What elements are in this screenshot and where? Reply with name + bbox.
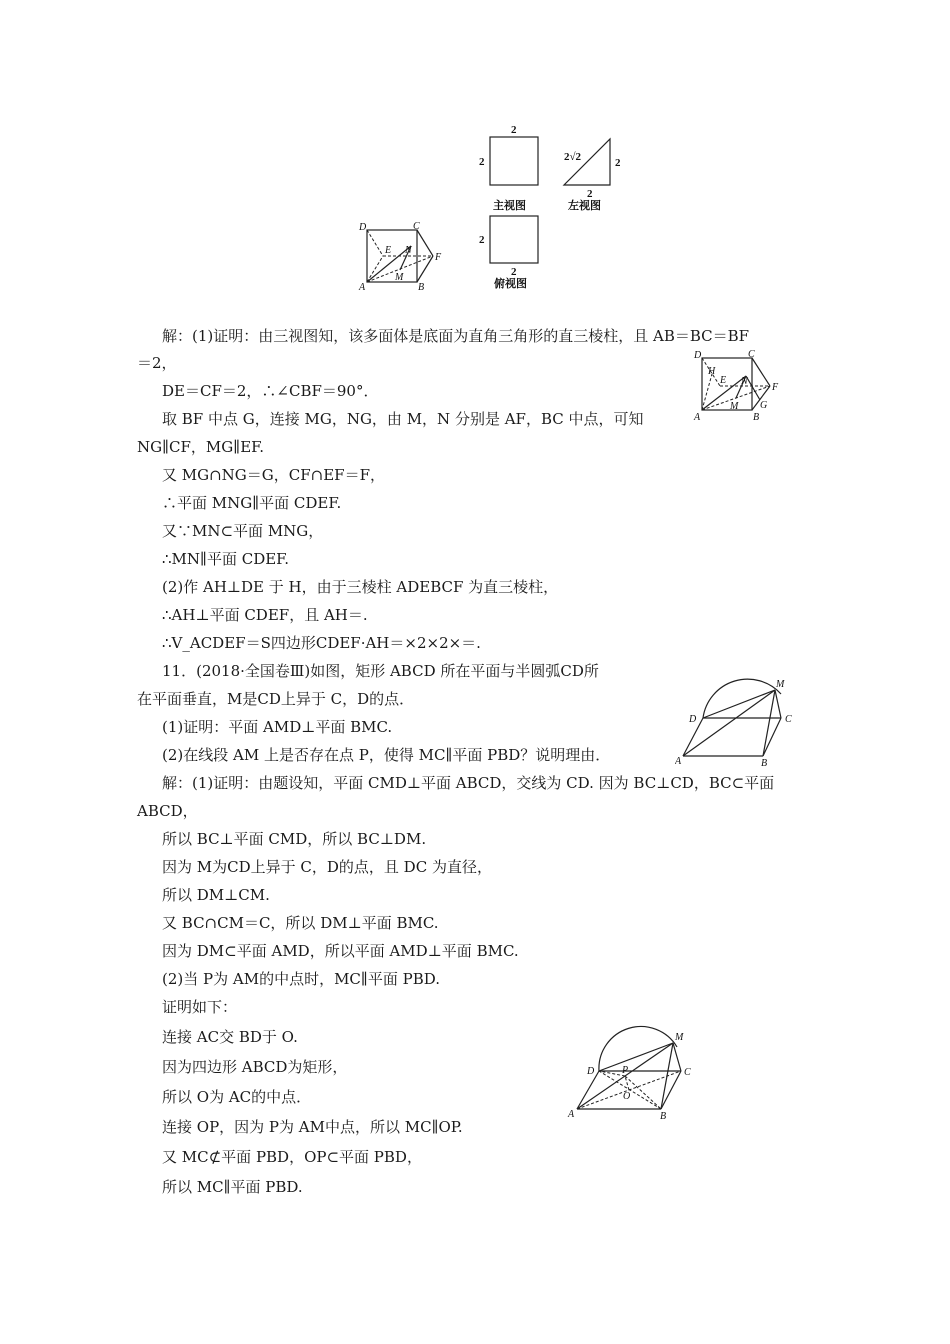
semicircle-figure-2 — [565, 1025, 705, 1125]
text-line: (2)作 AH⊥DE 于 H，由于三棱柱 ADEBCF 为直三棱柱， — [162, 578, 559, 596]
text-line: ∴MN∥平面 CDEF. — [162, 550, 290, 568]
label-H: H — [708, 366, 716, 377]
text-line: (2)在线段 AM 上是否存在点 P，使得 MC∥平面 PBD？说明理由． — [162, 746, 611, 764]
three-view-figure — [470, 120, 620, 300]
text-line: 解：(1)证明：由三视图知，该多面体是底面为直角三角形的直三棱柱，且 AB＝BC＝BF — [162, 327, 750, 345]
text-line: (2)当 P为 AM的中点时，MC∥平面 PBD. — [162, 970, 440, 988]
prism-edge — [752, 358, 770, 386]
label-P: P — [622, 1065, 629, 1076]
text-line: 11．(2018·全国卷Ⅲ)如图，矩形 ABCD 所在平面与半圆弧CD所 — [162, 662, 599, 680]
label-B: B — [418, 282, 425, 293]
text-line: 因为四边形 ABCD为矩形， — [162, 1058, 348, 1076]
text-line: 所以 BC⊥平面 CMD，所以 BC⊥DM. — [162, 830, 427, 848]
text-line: 又∵MN⊂平面 MNG， — [162, 522, 324, 540]
text-line: 因为 M为CD上异于 C，D的点，且 DC 为直径， — [162, 858, 492, 876]
label-B: B — [660, 1111, 667, 1122]
label-M: M — [776, 679, 785, 690]
front-view-top-dim: 2 — [511, 124, 517, 136]
prism-edge — [367, 230, 383, 256]
text-line: 证明如下： — [162, 998, 238, 1016]
text-line: 连接 AC交 BD于 O. — [162, 1028, 298, 1046]
label-A: A — [359, 282, 366, 293]
text-line: NG∥CF，MG∥EF. — [137, 438, 264, 456]
prism-figure-2 — [690, 348, 790, 426]
prism-edge — [417, 256, 433, 282]
edge-CM — [775, 690, 781, 718]
label-N: N — [405, 245, 412, 256]
label-A: A — [694, 412, 701, 423]
text-line: 因为 DM⊂平面 AMD，所以平面 AMD⊥平面 BMC. — [162, 942, 519, 960]
text-line: 连接 OP，因为 P为 AM中点，所以 MC∥OP. — [162, 1118, 463, 1136]
front-view-caption: 主视图 — [493, 199, 526, 212]
text-line: 又 MC⊄平面 PBD，OP⊂平面 PBD， — [162, 1148, 422, 1166]
text-line: 所以 DM⊥CM. — [162, 886, 270, 904]
text-line: ∴平面 MNG∥平面 CDEF. — [162, 494, 342, 512]
semicircle-arc — [703, 679, 781, 718]
label-D: D — [689, 714, 697, 725]
label-C: C — [785, 714, 792, 725]
text-line: (1)证明：平面 AMD⊥平面 BMC. — [162, 718, 393, 736]
prism-edge — [367, 256, 383, 282]
label-C: C — [748, 349, 755, 360]
top-view-square — [490, 216, 538, 263]
semicircle-figure — [675, 668, 805, 768]
label-C: C — [684, 1067, 691, 1078]
edge-CM — [673, 1043, 681, 1071]
top-view-bottom-dim: 2 — [511, 266, 517, 278]
label-B: B — [753, 412, 760, 423]
label-D: D — [694, 350, 702, 361]
label-E: E — [720, 375, 727, 386]
text-line: ABCD， — [137, 802, 198, 820]
text-line: 又 MG∩NG＝G，CF∩EF＝F， — [162, 466, 385, 484]
label-O: O — [623, 1091, 631, 1102]
label-M: M — [730, 401, 739, 412]
front-view-square — [490, 137, 538, 185]
side-view-hyp-dim: 2√2 — [564, 151, 582, 163]
text-line: DE＝CF＝2，∴∠CBF＝90°． — [162, 382, 379, 400]
label-F: F — [435, 252, 442, 263]
label-F: F — [772, 382, 779, 393]
label-M: M — [675, 1032, 684, 1043]
label-G: G — [760, 400, 768, 411]
side-view-caption: 左视图 — [568, 199, 601, 212]
label-A: A — [568, 1109, 575, 1120]
text-line: ∴V_ACDEF＝S四边形CDEF·AH＝×2×2×＝. — [162, 634, 481, 652]
edge-BD — [599, 1071, 661, 1109]
label-C: C — [413, 221, 420, 232]
edge-BC — [763, 718, 781, 756]
edge-DM — [599, 1043, 673, 1071]
text-line: 解：(1)证明：由题设知，平面 CMD⊥平面 ABCD，交线为 CD. 因为 BC⊥CD，BC⊂平面 — [162, 774, 775, 792]
label-B: B — [761, 758, 768, 768]
side-view-bottom-dim: 2 — [587, 188, 593, 200]
prism-edge — [417, 230, 433, 256]
text-line: 所以 MC∥平面 PBD. — [162, 1178, 303, 1196]
prism-edge — [746, 376, 760, 400]
prism-edge — [702, 374, 712, 410]
edge-BM — [763, 690, 775, 756]
prism-figure — [355, 220, 455, 295]
label-E: E — [385, 245, 392, 256]
edge-AM — [683, 690, 775, 756]
edge-PB — [625, 1076, 661, 1109]
top-view-caption: 俯视图 — [494, 277, 527, 290]
text-line: 又 BC∩CM＝C，所以 DM⊥平面 BMC. — [162, 914, 439, 932]
text-line: 取 BF 中点 G，连接 MG，NG，由 M，N 分别是 AF，BC 中点，可知 — [162, 410, 644, 428]
side-view-right-dim: 2 — [615, 157, 620, 169]
label-A: A — [675, 756, 682, 767]
label-M: M — [395, 272, 404, 283]
text-line: ＝2， — [137, 354, 177, 372]
label-D: D — [587, 1066, 595, 1077]
label-N: N — [741, 376, 748, 387]
label-D: D — [359, 222, 367, 233]
front-view-left-dim: 2 — [479, 156, 485, 168]
top-view-left-dim: 2 — [479, 234, 485, 246]
text-line: 在平面垂直，M是CD上异于 C，D的点． — [137, 690, 415, 708]
text-line: ∴AH⊥平面 CDEF，且 AH＝. — [162, 606, 368, 624]
text-line: 所以 O为 AC的中点． — [162, 1088, 312, 1106]
